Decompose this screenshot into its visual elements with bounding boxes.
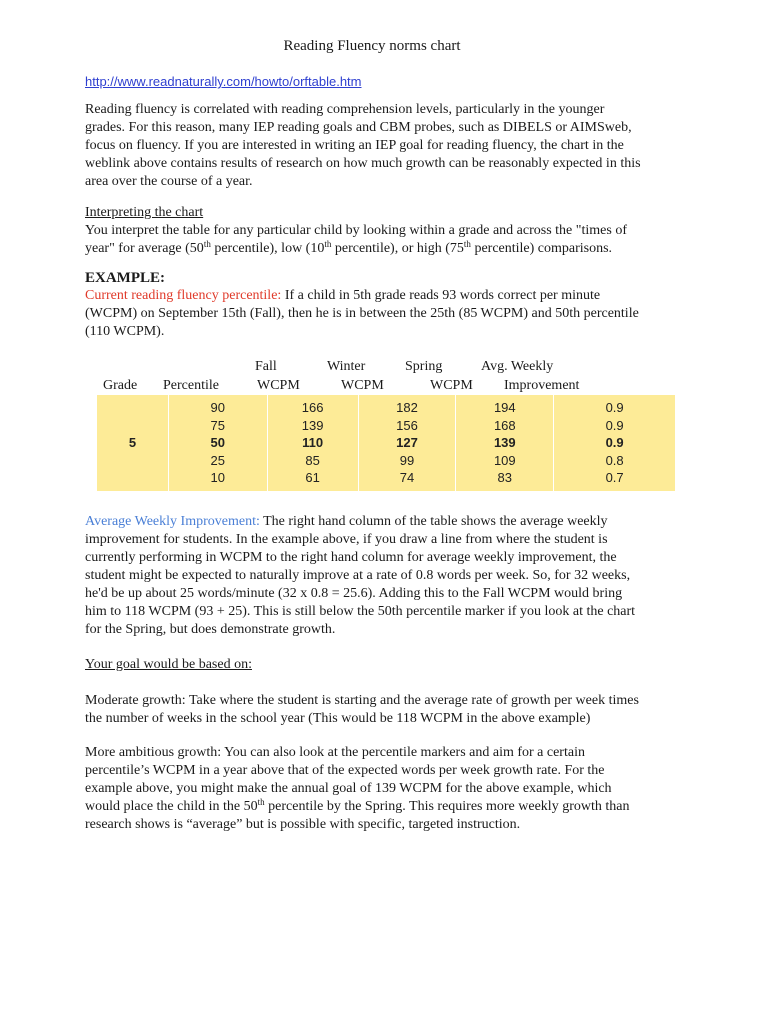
spring-cell: 139 bbox=[493, 435, 516, 451]
spring-cell: 194 bbox=[493, 400, 516, 416]
interpreting-line: You interpret the table for any particular child by looking within a grade and across the "times of bbox=[85, 223, 627, 238]
goal-heading: Your goal would be based on: bbox=[85, 657, 252, 672]
winter-cell: 156 bbox=[396, 417, 418, 433]
text-run: would place the child in the 50 bbox=[85, 799, 258, 814]
winter-column bbox=[359, 395, 457, 491]
header-fall: Fall bbox=[255, 359, 277, 374]
spring-cell: 168 bbox=[493, 417, 516, 433]
interpreting-section bbox=[85, 204, 685, 258]
ambitious-line: research shows is “average” but is possible with specific, targeted instruction. bbox=[85, 817, 521, 832]
ambitious-line: More ambitious growth: You can also look at the percentile markers and aim for a certain bbox=[85, 745, 585, 760]
intro-paragraph bbox=[85, 101, 685, 191]
percentile-cell: 25 bbox=[210, 452, 226, 468]
interpreting-line bbox=[85, 240, 685, 258]
header-avg-weekly: Avg. Weekly bbox=[481, 359, 554, 374]
fall-cell: 110 bbox=[302, 435, 324, 451]
text-run: percentile), low (10 bbox=[210, 241, 325, 256]
avg-weekly-line: for the Spring, but does demonstrate growth. bbox=[85, 622, 336, 637]
intro-line: weblink above contains results of research on how much growth can be reasonably expected in this bbox=[85, 156, 641, 171]
fall-cell: 139 bbox=[301, 417, 324, 433]
superscript: th bbox=[463, 239, 471, 249]
superscript: th bbox=[324, 239, 332, 249]
ambitious-line bbox=[85, 798, 685, 816]
interpreting-heading: Interpreting the chart bbox=[85, 205, 204, 220]
superscript: th bbox=[257, 797, 265, 807]
avg-weekly-line: student might be expected to naturally improve at a rate of 0.8 words per week. So, for 32 weeks, bbox=[85, 568, 631, 583]
ambitious-line: example above, you might make the annual goal of 139 WCPM for the above example, which bbox=[85, 781, 612, 796]
header-grade: Grade bbox=[103, 378, 138, 393]
avg-weekly-line: currently performing in WCPM to the right hand column for average weekly improvement, the bbox=[85, 550, 617, 565]
intro-line: grades. For this reason, many IEP reading goals and CBM probes, such as DIBELS or AIMSweb, bbox=[85, 120, 632, 135]
text-run: If a child in 5th grade reads 93 words correct per minute bbox=[281, 288, 601, 303]
intro-line: Reading fluency is correlated with reading comprehension levels, particularly in the younger bbox=[85, 102, 605, 117]
avg-weekly-line: he'd be up about 25 words/minute (32 x 0.8 = 25.6). Adding this to the Fall WCPM would bring bbox=[85, 586, 623, 601]
superscript: th bbox=[203, 239, 211, 249]
header-winter: Winter bbox=[327, 359, 366, 374]
percentile-cell: 90 bbox=[210, 400, 226, 416]
winter-cell: 127 bbox=[396, 435, 418, 451]
winter-cell: 182 bbox=[396, 400, 418, 416]
text-run: The right hand column of the table shows the average weekly bbox=[259, 514, 608, 529]
winter-cell: 99 bbox=[399, 452, 415, 468]
header-percentile: Percentile bbox=[163, 378, 219, 393]
improvement-cell: 0.9 bbox=[605, 435, 624, 451]
ambitious-line: percentile’s WCPM in a year above that of the expected words per week growth rate. For the bbox=[85, 763, 605, 778]
source-link[interactable]: http://www.readnaturally.com/howto/orftable.htm bbox=[85, 74, 362, 89]
header-spring: Spring bbox=[405, 359, 443, 374]
avg-weekly-label: Average Weekly Improvement: bbox=[85, 514, 260, 529]
example-paragraph bbox=[85, 287, 685, 341]
moderate-line: Moderate growth: Take where the student is starting and the average rate of growth per week times bbox=[85, 693, 639, 708]
grade-cell: 5 bbox=[128, 435, 137, 451]
winter-cell: 74 bbox=[399, 470, 415, 486]
percentile-cell: 75 bbox=[210, 417, 226, 433]
example-label: Current reading fluency percentile: bbox=[85, 288, 282, 303]
text-run: percentile by the Spring. This requires more weekly growth than bbox=[264, 799, 630, 814]
text-run: percentile) comparisons. bbox=[470, 241, 613, 256]
text-run: percentile), or high (75 bbox=[331, 241, 464, 256]
example-line bbox=[85, 287, 685, 305]
example-line: (110 WCPM). bbox=[85, 324, 165, 339]
intro-line: focus on fluency. If you are interested in writing an IEP goal for reading fluency, the chart in the bbox=[85, 138, 624, 153]
improvement-cell: 0.9 bbox=[605, 417, 624, 433]
avg-weekly-line bbox=[85, 513, 685, 531]
avg-weekly-paragraph bbox=[85, 513, 685, 639]
spring-cell: 83 bbox=[497, 470, 513, 486]
intro-line: area over the course of a year. bbox=[85, 174, 253, 189]
improvement-column bbox=[554, 395, 675, 491]
percentile-column bbox=[169, 395, 268, 491]
example-heading: EXAMPLE: bbox=[85, 270, 165, 286]
header-improvement: Improvement bbox=[504, 378, 580, 393]
avg-weekly-line: improvement for students. In the example above, if you draw a line from where the student is bbox=[85, 532, 608, 547]
grade-column bbox=[97, 395, 169, 491]
header-wcpm-spring: WCPM bbox=[430, 378, 473, 393]
header-wcpm-winter: WCPM bbox=[341, 378, 384, 393]
percentile-cell: 10 bbox=[210, 470, 226, 486]
ambitious-growth-paragraph bbox=[85, 744, 685, 834]
fall-cell: 85 bbox=[305, 452, 320, 468]
avg-weekly-line: him to 118 WCPM (93 + 25). This is still below the 50th percentile marker if you look at the chart bbox=[85, 604, 636, 619]
text-run: year" for average (50 bbox=[85, 241, 204, 256]
improvement-cell: 0.9 bbox=[605, 400, 624, 416]
improvement-cell: 0.7 bbox=[605, 470, 624, 486]
improvement-cell: 0.8 bbox=[605, 452, 624, 468]
fall-cell: 166 bbox=[301, 400, 324, 416]
example-line: (WCPM) on September 15th (Fall), then he is in between the 25th (85 WCPM) and 50th percentile bbox=[85, 306, 639, 321]
spring-cell: 109 bbox=[493, 452, 516, 468]
moderate-growth-paragraph bbox=[85, 692, 685, 728]
percentile-cell: 50 bbox=[210, 435, 226, 451]
fall-column bbox=[268, 395, 359, 491]
fall-cell: 61 bbox=[305, 470, 320, 486]
spring-column bbox=[456, 395, 554, 491]
page-title: Reading Fluency norms chart bbox=[283, 38, 461, 54]
moderate-line: the number of weeks in the school year (This would be 118 WCPM in the above example) bbox=[85, 711, 591, 726]
norms-table bbox=[97, 395, 675, 491]
header-wcpm-fall: WCPM bbox=[257, 378, 300, 393]
